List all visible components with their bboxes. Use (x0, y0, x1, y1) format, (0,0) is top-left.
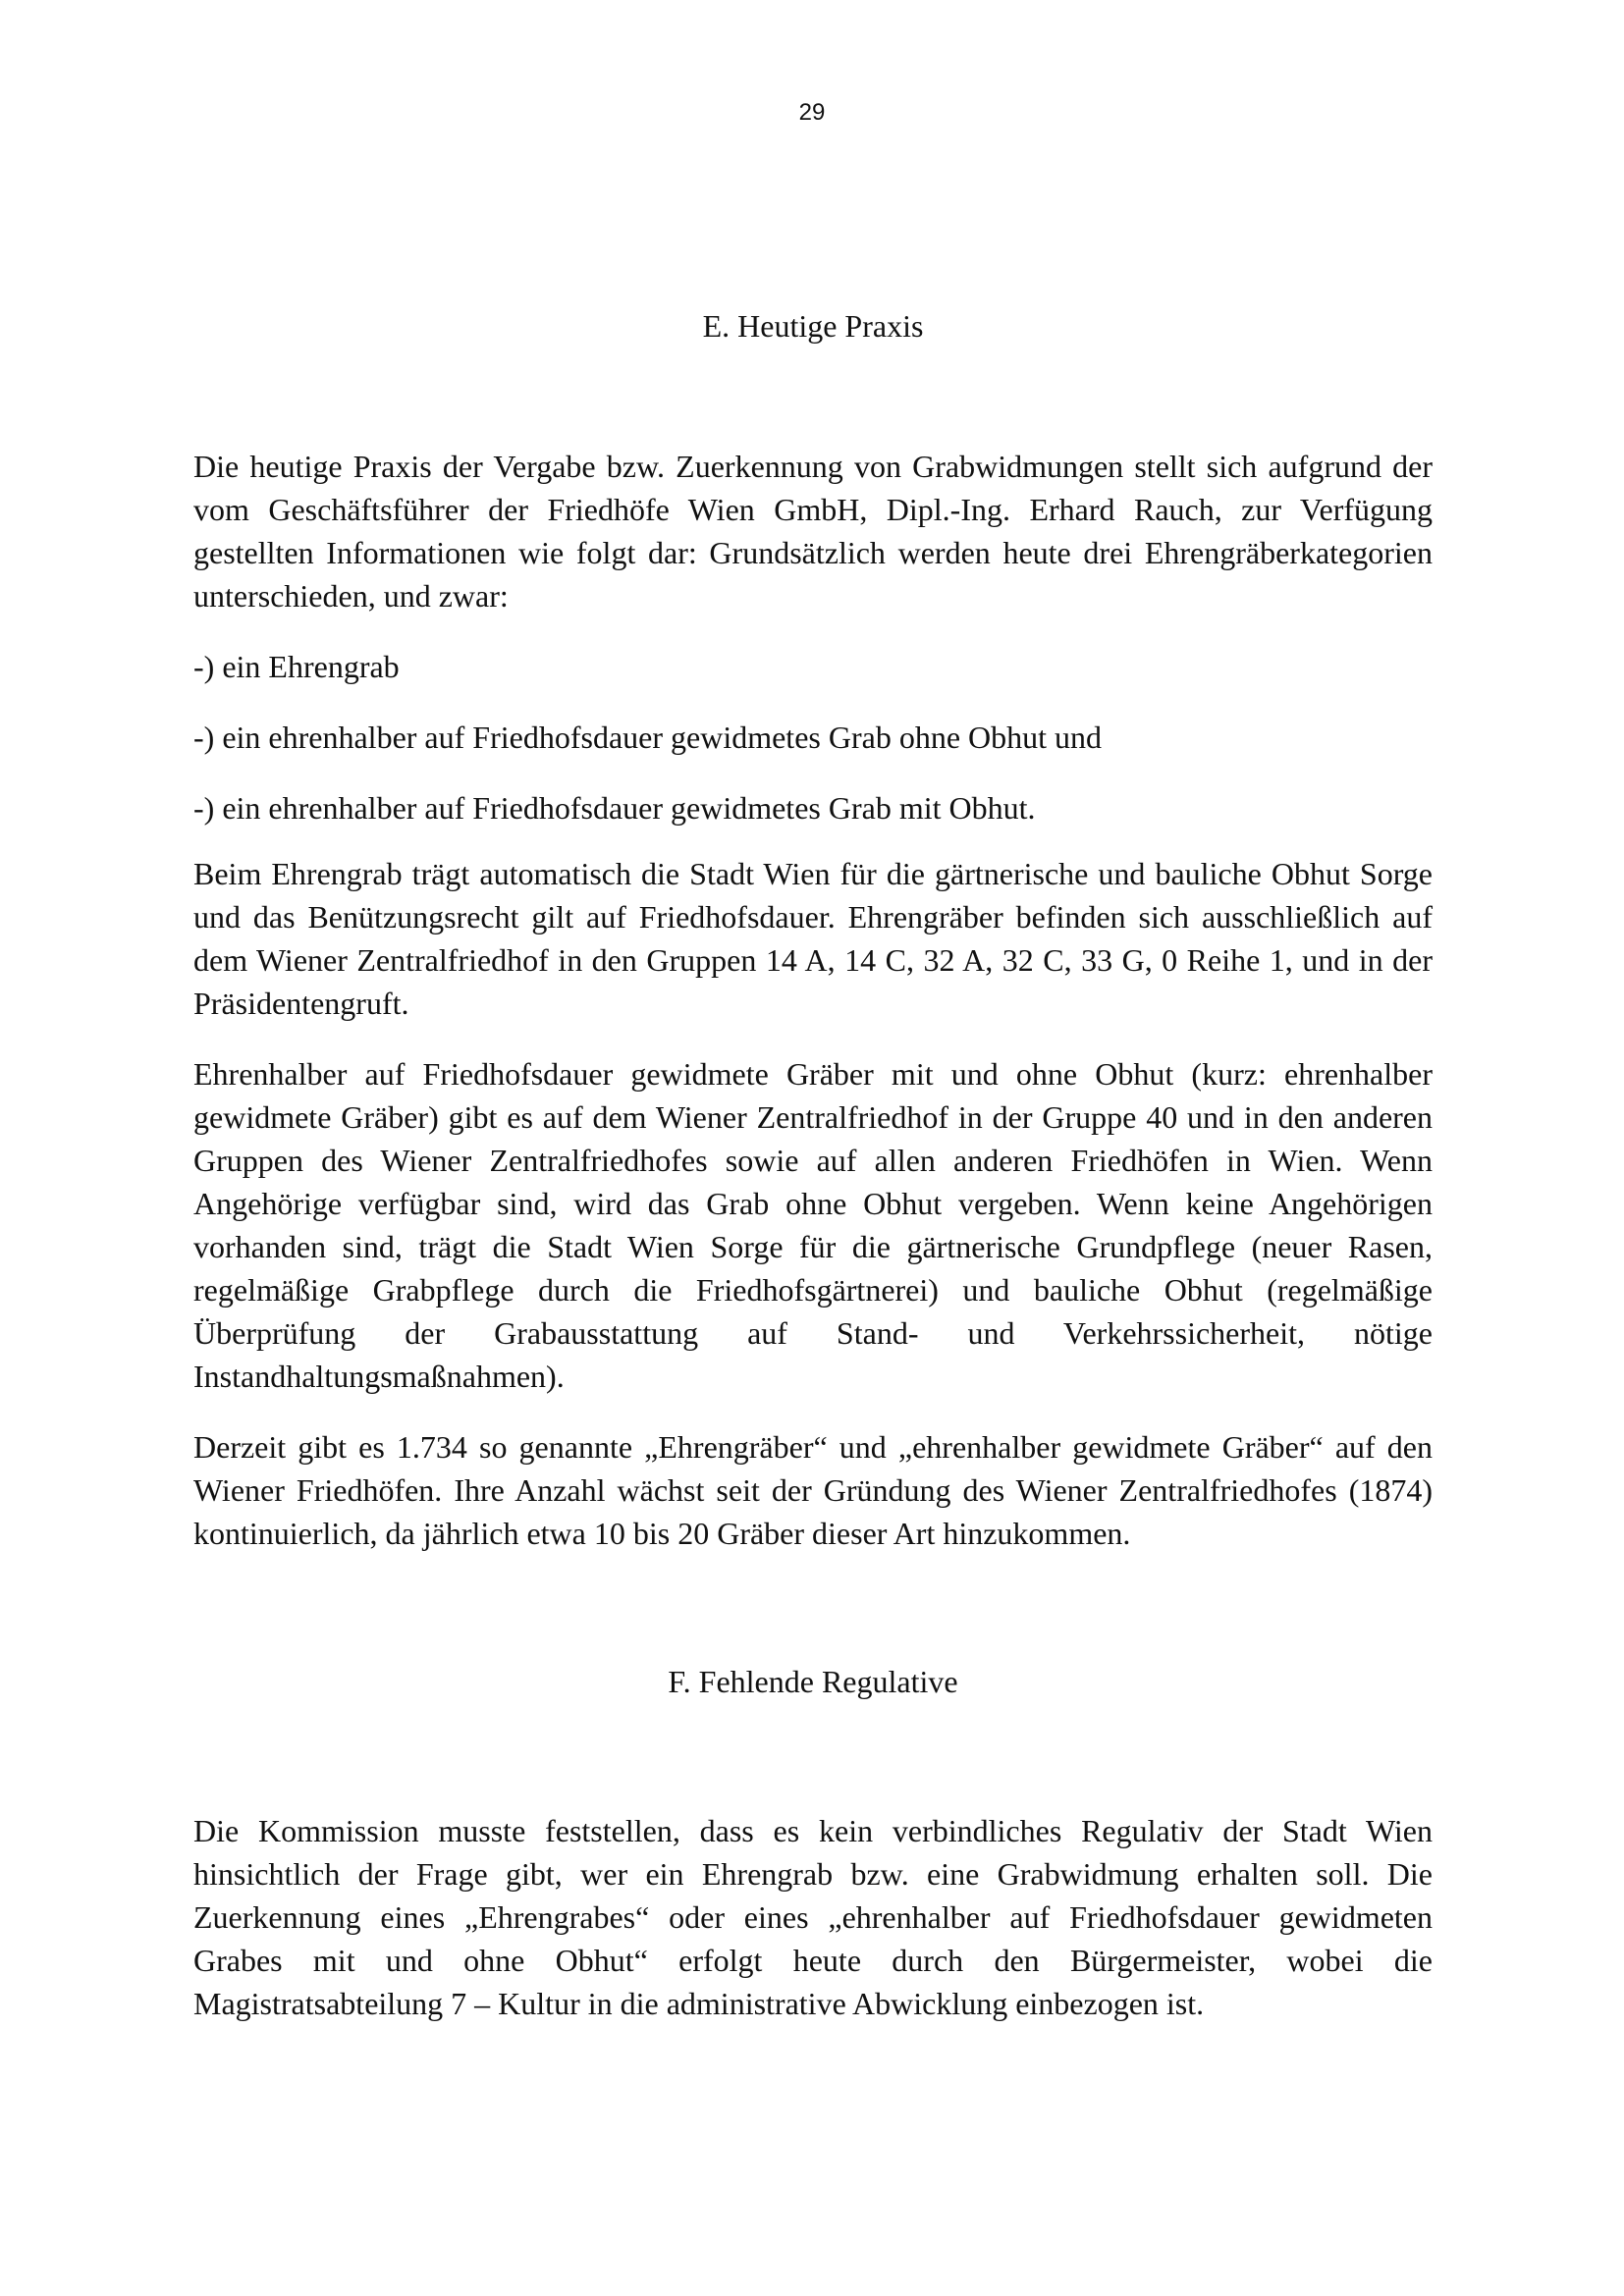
section-f-paragraph: Die Kommission musste feststellen, dass es kein verbindliches Regulativ der Stadt Wien hinsichtlich der Frage gibt, wer ein Ehrengrab bzw. eine Grabwidmung erhalten soll. Die Zuerkennung eines „Ehrengrabes“ oder eines „ehrenhalber auf Friedhofsdauer gewidmeten Grabes mit und ohne Obhut“ erfolgt heute durch den Bürgermeister, wobei die Magistratsabteilung 7 – Kultur in die administrative Abwicklung einbezogen ist. (193, 1813, 1433, 2021)
page-content (193, 304, 1433, 2053)
section-e-paragraph-anzahl: Derzeit gibt es 1.734 so genannte „Ehrengräber“ und „ehrenhalber gewidmete Gräber“ auf den Wiener Friedhöfen. Ihre Anzahl wächst seit der Gründung des Wiener Zentralfriedhofes (1874) kontinuierlich, da jährlich etwa 10 bis 20 Gräber dieser Art hinzukommen. (193, 1429, 1433, 1551)
section-e-paragraph-gewidmete-graeber: Ehrenhalber auf Friedhofsdauer gewidmete Gräber mit und ohne Obhut (kurz: ehrenhalber gewidmete Gräber) gibt es auf dem Wiener Zentralfriedhof in der Gruppe 40 und in den anderen Gruppen des Wiener Zentralfriedhofes sowie auf allen anderen Friedhöfen in Wien. Wenn Angehörige verfügbar sind, wird das Grab ohne Obhut vergeben. Wenn keine Angehörigen vorhanden sind, trägt die Stadt Wien Sorge für die gärtnerische Grundpflege (neuer Rasen, regelmäßige Grabpflege durch die Friedhofsgärtnerei) und bauliche Obhut (regelmäßige Überprüfung der Grabausstattung auf Stand- und Verkehrssicherheit, nötige Instandhaltungsmaßnahmen). (193, 1056, 1433, 1394)
category-list-item-3: -) ein ehrenhalber auf Friedhofsdauer gewidmetes Grab mit Obhut. (193, 790, 1036, 826)
category-list-item-2: -) ein ehrenhalber auf Friedhofsdauer gewidmetes Grab ohne Obhut und (193, 720, 1103, 755)
section-e-heading: E. Heutige Praxis (702, 308, 924, 344)
section-f-heading: F. Fehlende Regulative (668, 1664, 958, 1699)
section-e-intro-paragraph: Die heutige Praxis der Vergabe bzw. Zuerkennung von Grabwidmungen stellt sich aufgrund der vom Geschäftsführer der Friedhöfe Wien GmbH, Dipl.-Ing. Erhard Rauch, zur Verfügung gestellten Informationen wie folgt dar: Grundsätzlich werden heute drei Ehrengräberkategorien unterschieden, und zwar: (193, 449, 1433, 614)
category-list-item-1: -) ein Ehrengrab (193, 649, 400, 684)
page-number: 29 (798, 99, 826, 126)
section-e-paragraph-ehrengrab: Beim Ehrengrab trägt automatisch die Stadt Wien für die gärtnerische und bauliche Obhut Sorge und das Benützungsrecht gilt auf Friedhofsdauer. Ehrengräber befinden sich ausschließlich auf dem Wiener Zentralfriedhof in den Gruppen 14 A, 14 C, 32 A, 32 C, 33 G, 0 Reihe 1, und in der Präsidentengruft. (193, 856, 1433, 1021)
